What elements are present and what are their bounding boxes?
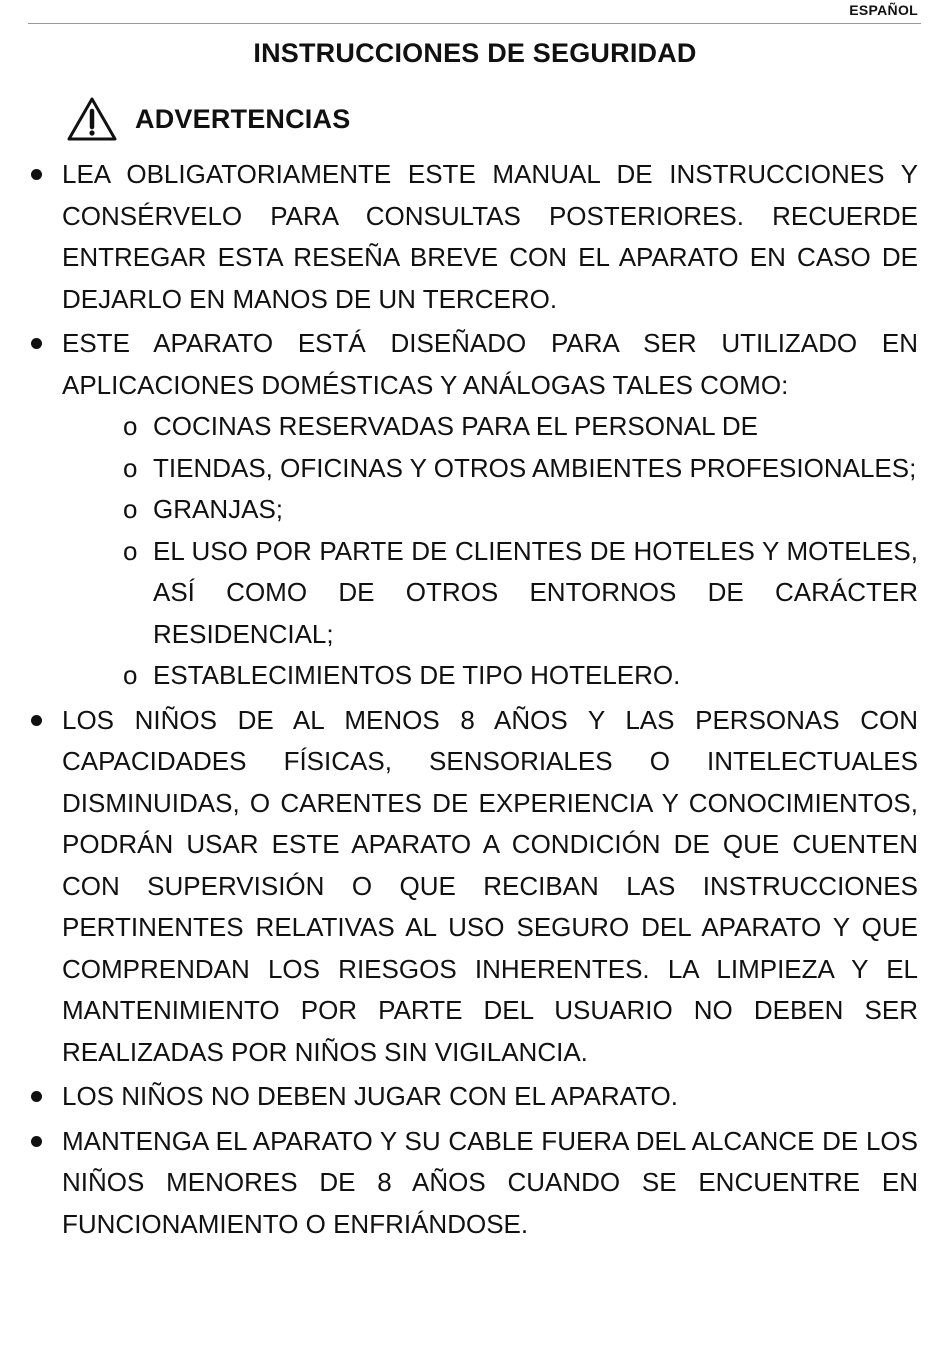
warning-label: ADVERTENCIAS — [135, 103, 351, 134]
sub-list — [62, 406, 918, 697]
sub-item: o GRANJAS; — [153, 489, 918, 531]
bullet-text: LOS NIÑOS NO DEBEN JUGAR CON EL APARATO. — [62, 1081, 678, 1111]
bullet-item — [28, 323, 918, 697]
sub-item: o TIENDAS, OFICINAS Y OTROS AMBIENTES PROFESIONALES; — [153, 448, 918, 490]
sub-item: o ESTABLECIMIENTOS DE TIPO HOTELERO. — [153, 655, 918, 697]
bullet-list — [28, 154, 918, 1245]
bullet-item — [28, 1121, 918, 1246]
sub-item: o COCINAS RESERVADAS PARA EL PERSONAL DE — [153, 406, 918, 448]
bullet-item — [28, 700, 918, 1074]
language-header — [28, 0, 921, 24]
language-label: ESPAÑOL — [849, 2, 918, 18]
sub-item: o EL USO POR PARTE DE CLIENTES DE HOTELES Y MOTELES, ASÍ COMO DE OTROS ENTORNOS DE CARÁCTER RESIDENCIAL; — [153, 531, 918, 656]
warning-heading — [66, 95, 350, 143]
page-title: INSTRUCCIONES DE SEGURIDAD — [253, 38, 697, 68]
bullet-text: MANTENGA EL APARATO Y SU CABLE FUERA DEL ALCANCE DE LOS NIÑOS MENORES DE 8 AÑOS CUANDO SE ENCUENTRE EN FUNCIONAMIENTO O ENFRIÁNDOSE. — [62, 1125, 918, 1239]
safety-content — [28, 154, 918, 1248]
bullet-text: LOS NIÑOS DE AL MENOS 8 AÑOS Y LAS PERSONAS CON CAPACIDADES FÍSICAS, SENSORIALES O INTELECTUALES DISMINUIDAS, O CARENTES DE EXPERIENCIA Y CONOCIMIENTOS, PODRÁN USAR ESTE APARATO A CONDICIÓN DE QUE CUENTEN CON SUPERVISIÓN O QUE RECIBAN LAS INSTRUCCIONES PERTINENTES RELATIVAS AL USO SEGURO DEL APARATO Y QUE COMPRENDAN LOS RIESGOS INHERENTES. LA LIMPIEZA Y EL MANTENIMIENTO POR PARTE DEL USUARIO NO DEBEN SER REALIZADAS POR NIÑOS SIN VIGILANCIA. — [62, 704, 918, 1067]
bullet-text: ESTE APARATO ESTÁ DISEÑADO PARA SER UTILIZADO EN APLICACIONES DOMÉSTICAS Y ANÁLOGAS TALES COMO: — [62, 328, 918, 400]
bullet-item — [28, 154, 918, 320]
bullet-text: LEA OBLIGATORIAMENTE ESTE MANUAL DE INSTRUCCIONES Y CONSÉRVELO PARA CONSULTAS POSTERIORES. RECUERDE ENTREGAR ESTA RESEÑA BREVE CON EL APARATO EN CASO DE DEJARLO EN MANOS DE UN TERCERO. — [62, 159, 918, 314]
warning-triangle-icon — [66, 96, 118, 142]
bullet-item — [28, 1076, 918, 1118]
